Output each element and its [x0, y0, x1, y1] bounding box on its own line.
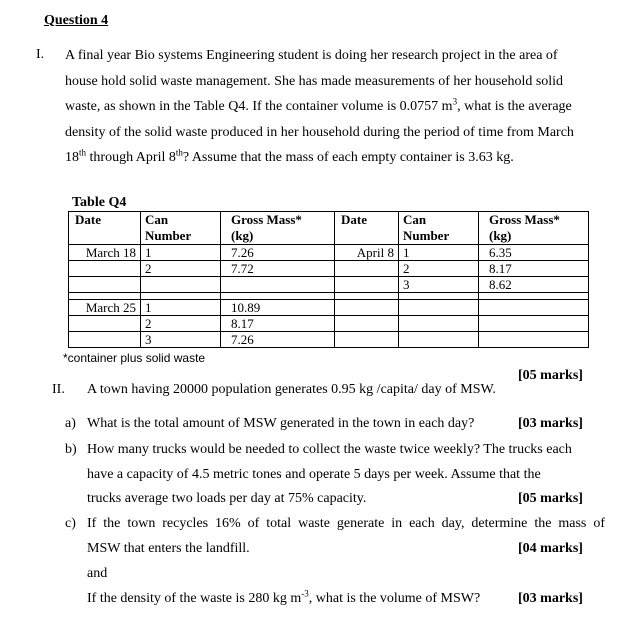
- table-row: [69, 300, 589, 316]
- cell-mass: [479, 316, 589, 332]
- part-one-marks: [05 marks]: [518, 368, 583, 383]
- item-a-text: What is the total amount of MSW generated in the town in each day?: [87, 416, 475, 431]
- item-b-label: b): [65, 442, 77, 457]
- paragraph-line: A final year Bio systems Engineering student is doing her research project in the area of: [65, 48, 558, 63]
- item-b-marks: [05 marks]: [518, 491, 583, 506]
- table-header-row: [69, 212, 589, 245]
- through-text: through April 8: [89, 150, 176, 165]
- table-spacer-row: [69, 293, 589, 300]
- header-mass-line2: (kg): [489, 228, 512, 243]
- header-date: Date: [335, 212, 399, 245]
- density-superscript: -3: [301, 588, 309, 599]
- waste-table: [68, 211, 589, 348]
- april-superscript: th: [175, 147, 183, 158]
- header-date: Date: [69, 212, 141, 245]
- table-row: [69, 245, 589, 261]
- question-title: Question 4: [44, 13, 109, 28]
- volume-question-text: , what is the volume of MSW?: [308, 591, 481, 606]
- item-a-marks: [03 marks]: [518, 416, 583, 431]
- cell-date: [335, 300, 399, 316]
- cell-date: [69, 332, 141, 348]
- item-c-label: c): [65, 516, 76, 531]
- spacer-cell: [479, 293, 589, 300]
- cell-date: [69, 277, 141, 293]
- cell-can: [399, 332, 479, 348]
- item-c-line3: [87, 588, 481, 607]
- cell-date: [335, 332, 399, 348]
- cell-mass: 10.89: [221, 300, 335, 316]
- volume-text: waste, as shown in the Table Q4. If the container volume is 0.0757 m: [65, 99, 453, 114]
- item-c-line3-marks: [03 marks]: [518, 591, 583, 606]
- item-b-line3: trucks average two loads per day at 75% capacity.: [87, 491, 367, 506]
- paragraph-line: [65, 145, 605, 171]
- cell-can: 2: [141, 261, 221, 277]
- header-mass: [479, 212, 589, 245]
- cell-can: 3: [399, 277, 479, 293]
- spacer-cell: [221, 293, 335, 300]
- table-row: [69, 277, 589, 293]
- march-superscript: th: [79, 147, 87, 158]
- header-mass-line2: (kg): [231, 228, 254, 243]
- and-text: and: [87, 566, 108, 581]
- item-b-line2: have a capacity of 4.5 metric tones and operate 5 days per week. Assume that the: [87, 467, 541, 482]
- header-can: [141, 212, 221, 245]
- cell-date: [335, 316, 399, 332]
- cell-date: [69, 316, 141, 332]
- spacer-cell: [69, 293, 141, 300]
- header-can: [399, 212, 479, 245]
- volume-superscript: 3: [452, 96, 458, 107]
- cell-can: 1: [399, 245, 479, 261]
- cell-mass: [221, 277, 335, 293]
- cell-date: March 18: [69, 245, 141, 261]
- cell-mass: 7.72: [221, 261, 335, 277]
- cell-date: March 25: [69, 300, 141, 316]
- header-mass-line1: Gross Mass*: [489, 212, 560, 227]
- header-can-line1: Can: [145, 212, 169, 227]
- cell-mass: 6.35: [479, 245, 589, 261]
- cell-can: 3: [141, 332, 221, 348]
- volume-after-text: , what is the average: [457, 99, 572, 114]
- cell-date: [335, 277, 399, 293]
- cell-date: April 8: [335, 245, 399, 261]
- cell-can: 1: [141, 245, 221, 261]
- table-row: [69, 316, 589, 332]
- table-title: Table Q4: [72, 195, 127, 210]
- cell-date: [335, 261, 399, 277]
- cell-can: [141, 277, 221, 293]
- question-end-text: ? Assume that the mass of each empty container is 3.63 kg.: [182, 150, 514, 165]
- part-one-numeral: I.: [36, 47, 45, 62]
- cell-mass: 7.26: [221, 332, 335, 348]
- density-text: If the density of the waste is 280 kg m: [87, 591, 302, 606]
- item-b-line1: How many trucks would be needed to collect the waste twice weekly? The trucks each: [87, 442, 572, 457]
- cell-mass: 8.17: [479, 261, 589, 277]
- header-can-line2: Number: [145, 228, 192, 243]
- header-can-line2: Number: [403, 228, 450, 243]
- march-day: 18: [65, 150, 79, 165]
- cell-can: 1: [141, 300, 221, 316]
- table-footnote: *container plus solid waste: [63, 351, 206, 365]
- paragraph-line: house hold solid waste management. She has made measurements of her household solid: [65, 73, 564, 89]
- header-mass: [221, 212, 335, 245]
- paragraph-line: [65, 94, 605, 120]
- part-one-paragraph: [65, 43, 605, 171]
- paragraph-line: density of the solid waste produced in her household during the period of time from March: [65, 124, 574, 140]
- cell-mass: [479, 332, 589, 348]
- item-c-marks: [04 marks]: [518, 541, 583, 556]
- header-mass-line1: Gross Mass*: [231, 212, 302, 227]
- cell-date: [69, 261, 141, 277]
- table-row: [69, 261, 589, 277]
- part-two-numeral: II.: [52, 382, 65, 397]
- part-two-intro: A town having 20000 population generates 0.95 kg /capita/ day of MSW.: [87, 382, 496, 397]
- spacer-cell: [141, 293, 221, 300]
- table-row: [69, 332, 589, 348]
- spacer-cell: [399, 293, 479, 300]
- spacer-cell: [335, 293, 399, 300]
- item-c-line2: MSW that enters the landfill.: [87, 541, 250, 556]
- cell-mass: 8.62: [479, 277, 589, 293]
- cell-can: 2: [399, 261, 479, 277]
- item-a-label: a): [65, 416, 76, 431]
- cell-mass: 7.26: [221, 245, 335, 261]
- cell-can: [399, 316, 479, 332]
- cell-can: 2: [141, 316, 221, 332]
- cell-can: [399, 300, 479, 316]
- cell-mass: 8.17: [221, 316, 335, 332]
- cell-mass: [479, 300, 589, 316]
- header-can-line1: Can: [403, 212, 427, 227]
- item-c-line1: If the town recycles 16% of total waste generate in each day, determine the mass of: [87, 516, 605, 531]
